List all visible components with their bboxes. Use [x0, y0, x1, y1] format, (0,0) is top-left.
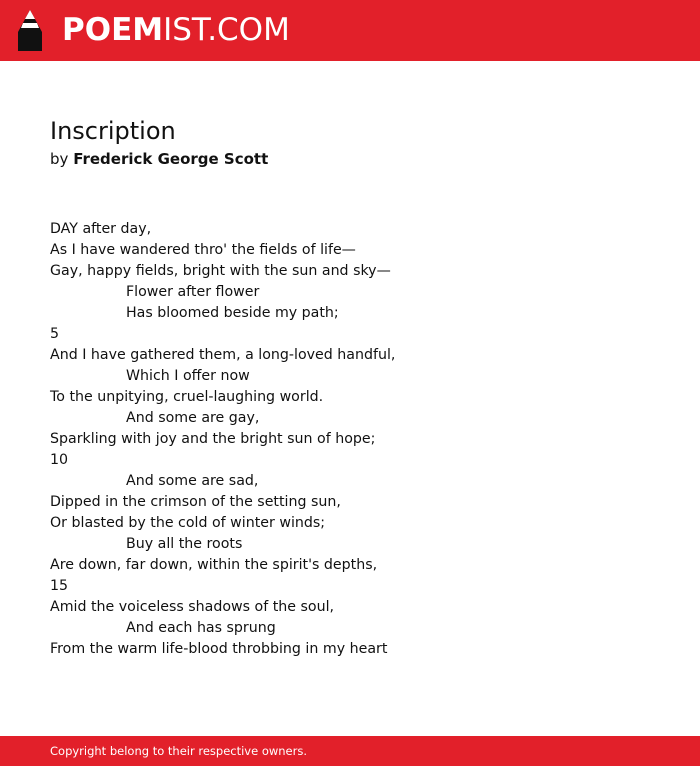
poem-line: DAY after day, — [50, 221, 152, 237]
poem-line: Are down, far down, within the spirit's depths, — [50, 557, 378, 573]
poem-line: Dipped in the crimson of the setting sun, — [50, 494, 341, 510]
line-number: 15 — [50, 578, 69, 594]
poem-line: As I have wandered thro' the fields of life— — [50, 242, 356, 258]
by-label: by — [50, 150, 69, 168]
poem-line: Or blasted by the cold of winter winds; — [50, 515, 326, 531]
byline — [50, 149, 268, 169]
poem-line: And some are sad, — [126, 473, 259, 489]
logo-light-text: IST.COM — [163, 12, 290, 48]
poem-title: Inscription — [50, 117, 176, 145]
site-header — [0, 0, 700, 61]
poem-line: And some are gay, — [126, 410, 260, 426]
line-number: 10 — [50, 452, 69, 468]
logo-bold-text: POEM — [62, 12, 164, 48]
poem-line: To the unpitying, cruel-laughing world. — [50, 389, 324, 405]
site-footer — [0, 736, 700, 766]
author-name: Frederick George Scott — [73, 150, 269, 168]
poem-line: And I have gathered them, a long-loved handful, — [50, 347, 396, 363]
poem-line: Buy all the roots — [126, 536, 243, 552]
poem-line: Flower after flower — [126, 284, 260, 300]
poem-line: Sparkling with joy and the bright sun of hope; — [50, 431, 376, 447]
poem-line: Has bloomed beside my path; — [126, 305, 339, 321]
poem-body — [50, 219, 670, 660]
line-number: 5 — [50, 326, 60, 342]
pencil-icon[interactable] — [18, 10, 42, 51]
poem-line: Which I offer now — [126, 368, 250, 384]
copyright-text: Copyright belong to their respective owners. — [50, 744, 308, 758]
poem-line: Gay, happy fields, bright with the sun and sky— — [50, 263, 391, 279]
poem-line: Amid the voiceless shadows of the soul, — [50, 599, 335, 615]
site-logo[interactable] — [62, 10, 290, 50]
poem-line: From the warm life-blood throbbing in my heart — [50, 641, 388, 657]
poem-line: And each has sprung — [126, 620, 276, 636]
